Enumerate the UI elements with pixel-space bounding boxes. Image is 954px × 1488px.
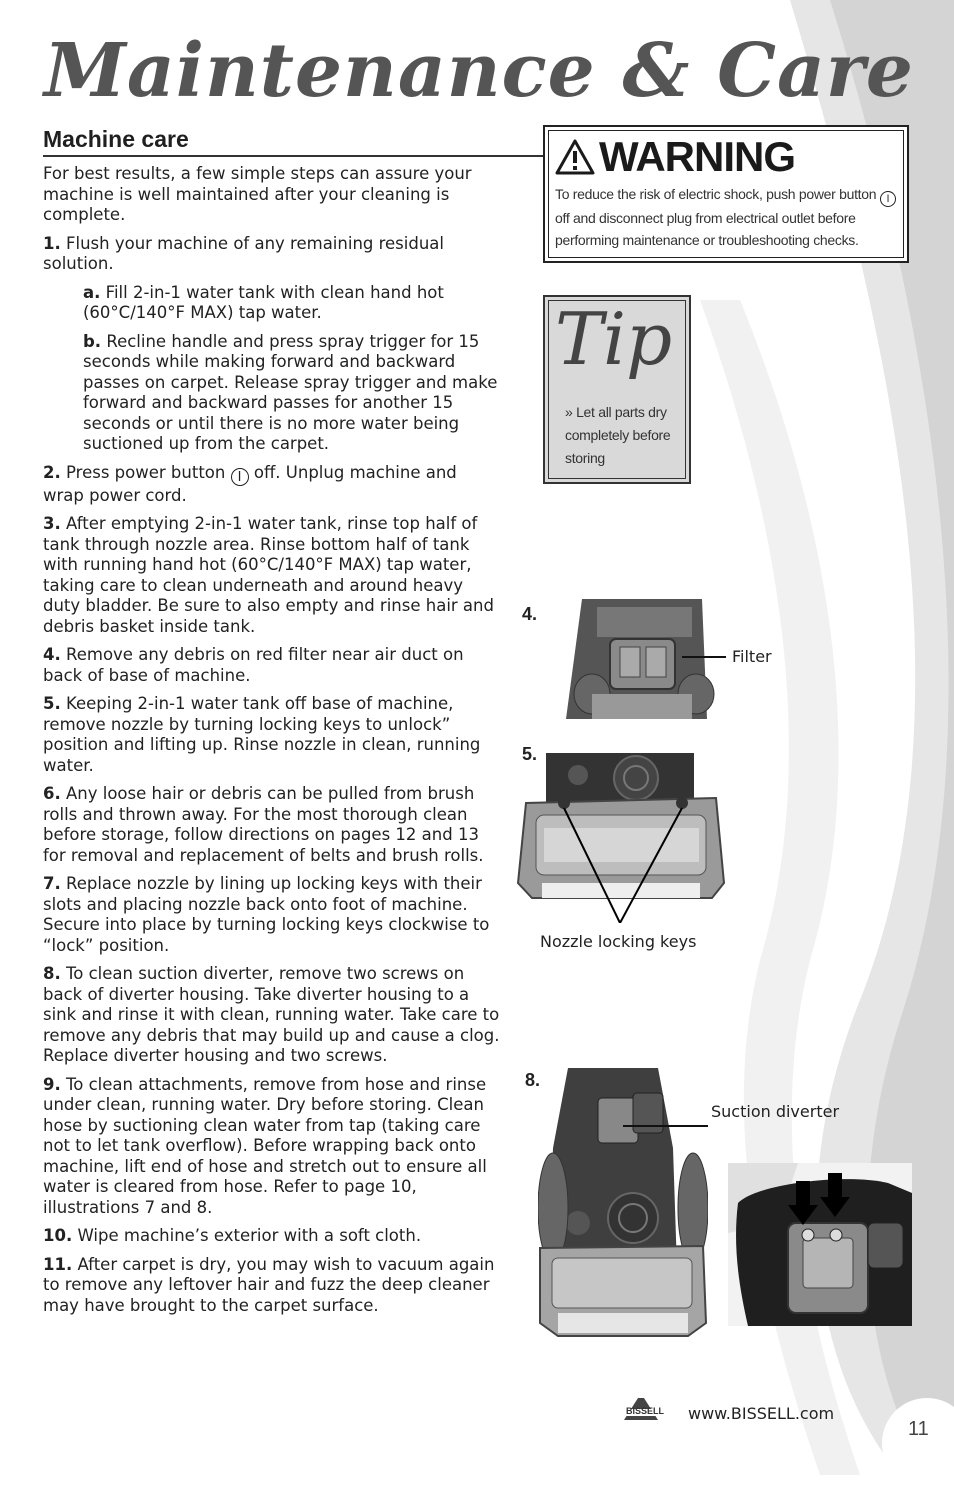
- step-5: 5. Keeping 2-in-1 water tank off base of machine, remove nozzle by turning locking keys to unlock” position and lifting up. Rinse nozzle in clean, running water.: [43, 694, 481, 775]
- tip-heading: Tip: [555, 297, 673, 381]
- power-button-icon: I: [880, 191, 896, 207]
- bissell-logo-text: BISSELL: [626, 1406, 665, 1416]
- figure-8-photo-main: [538, 1068, 708, 1338]
- figure-5-number: 5.: [522, 744, 538, 764]
- power-button-icon: I: [231, 468, 249, 486]
- warning-triangle-icon: [555, 139, 595, 175]
- step-4: 4. Remove any debris on red filter near air duct on back of base of machine.: [43, 645, 464, 685]
- warning-text: To reduce the risk of electric shock, push power button I off and disconnect plug from electrical outlet before performing maintenance or troubleshooting checks.: [555, 183, 900, 251]
- step-8: 8. To clean suction diverter, remove two screws on back of diverter housing. Take diverter housing to a sink and rinse it with clean, running water. Take care to remove any debris that may build up and cause a clog. Replace diverter housing and two screws.: [43, 964, 500, 1065]
- figure-8-label: Suction diverter: [711, 1102, 840, 1121]
- tip-text: » Let all parts dry completely before storing: [565, 404, 671, 466]
- step-6: 6. Any loose hair or debris can be pulled from brush rolls and thrown away. For the most thorough clean before storage, follow directions on pages 12 and 13 for removal and replacement of belts and brush rolls.: [43, 784, 484, 865]
- figure-5-photo: [516, 753, 728, 923]
- step-1: 1. Flush your machine of any remaining residual solution.: [43, 233, 444, 273]
- warning-box: [543, 125, 909, 263]
- section-title: Machine care: [43, 126, 189, 152]
- intro-paragraph: For best results, a few simple steps can assure your machine is well maintained after your cleaning is complete.: [43, 164, 472, 224]
- page-number: 11: [908, 1418, 929, 1440]
- step-9: 9. To clean attachments, remove from hose and rinse under clean, running water. Dry before storing. Clean hose by suctioning clean water from tap (taking care not to let tank overflow). Before wrapping back onto machine, lift end of hose and stretch out to ensure all water is cleared from hose. Refer to page 10, illustrations 7 and 8.: [43, 1074, 487, 1217]
- instructions-body: [43, 164, 501, 1324]
- footer-url: www.BISSELL.com: [688, 1404, 835, 1423]
- tip-box: [543, 295, 691, 484]
- figure-4-label: Filter: [732, 647, 772, 666]
- step-10: 10. Wipe machine’s exterior with a soft cloth.: [43, 1226, 422, 1245]
- figure-8-number: 8.: [525, 1070, 541, 1090]
- page-title: Maintenance & Care: [44, 28, 914, 114]
- section-divider: [43, 155, 543, 157]
- step-2: 2. Press power button I off. Unplug machine and wrap power cord.: [43, 462, 457, 505]
- figure-4-number: 4.: [522, 604, 538, 624]
- warning-heading: WARNING: [555, 133, 795, 181]
- figure-5-label: Nozzle locking keys: [540, 932, 697, 951]
- step-11: 11. After carpet is dry, you may wish to vacuum again to remove any leftover hair and fuzz the deep cleaner may have brought to the carpet surface.: [43, 1254, 495, 1315]
- step-7: 7. Replace nozzle by lining up locking keys with their slots and placing nozzle back onto foot of machine. Secure into place by turning locking keys clockwise to “lock” position.: [43, 874, 490, 955]
- step-3: 3. After emptying 2-in-1 water tank, rinse top half of tank through nozzle area. Rinse bottom half of tank with running hand hot (60°C/140°F MAX) tap water, taking care to clean underneath and around heavy duty bladder. Be sure to also empty and rinse hair and debris basket inside tank.: [43, 514, 494, 636]
- figure-4-photo: [562, 599, 726, 719]
- step-1a: a. Fill 2-in-1 water tank with clean hand hot (60°C/140°F MAX) tap water.: [83, 282, 444, 322]
- figure-8-photo-detail: [728, 1163, 912, 1326]
- step-1b: b. Recline handle and press spray trigger for 15 seconds while making forward and backward passes on carpet. Release spray trigger and make forward and backward passes for another 15 seconds or until there is no more water being suctioned up from the carpet.: [83, 331, 498, 453]
